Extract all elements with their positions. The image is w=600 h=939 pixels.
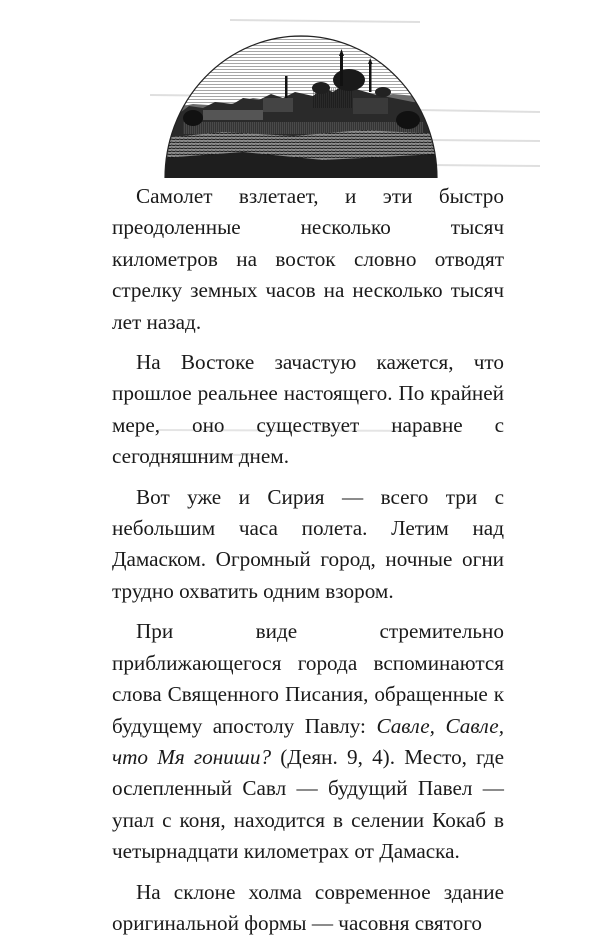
- body-text: [112, 181, 504, 939]
- paragraph-3: Вот уже и Сирия — всего три с небольшим часа полета. Летим над Дамаском. Огромный город, ночные огни трудно охватить одним взором.: [112, 484, 504, 603]
- scripture-quote: Савле, Савле, что Мя гониши?: [112, 713, 504, 769]
- paragraph-5: На склоне холма современное здание оригинальной формы — часовня святого: [112, 879, 504, 935]
- paragraph-4-tail: (Деян. 9, 4). Место, где ослепленный Савл — будущий Павел — упал с коня, находится в селении Кокаб в четырнадцати километрах от Дамаска.: [112, 744, 504, 864]
- paragraph-2: На Востоке зачастую кажется, что прошлое реальнее настоящего. По крайней мере, оно существует наравне с сегодняшним днем.: [112, 350, 504, 469]
- paragraph-4: [112, 616, 504, 867]
- paragraph-4-lead: При виде стремительно приближающегося города вспоминаются слова Священного Писания, обращенные к будущему апостолу Павлу:: [112, 619, 504, 738]
- city-panorama-illustration: [163, 18, 439, 178]
- paragraph-1: Самолет взлетает, и эти быстро преодоленные несколько тысяч километров на восток словно отводят стрелку земных часов на несколько тысяч лет назад.: [112, 184, 504, 334]
